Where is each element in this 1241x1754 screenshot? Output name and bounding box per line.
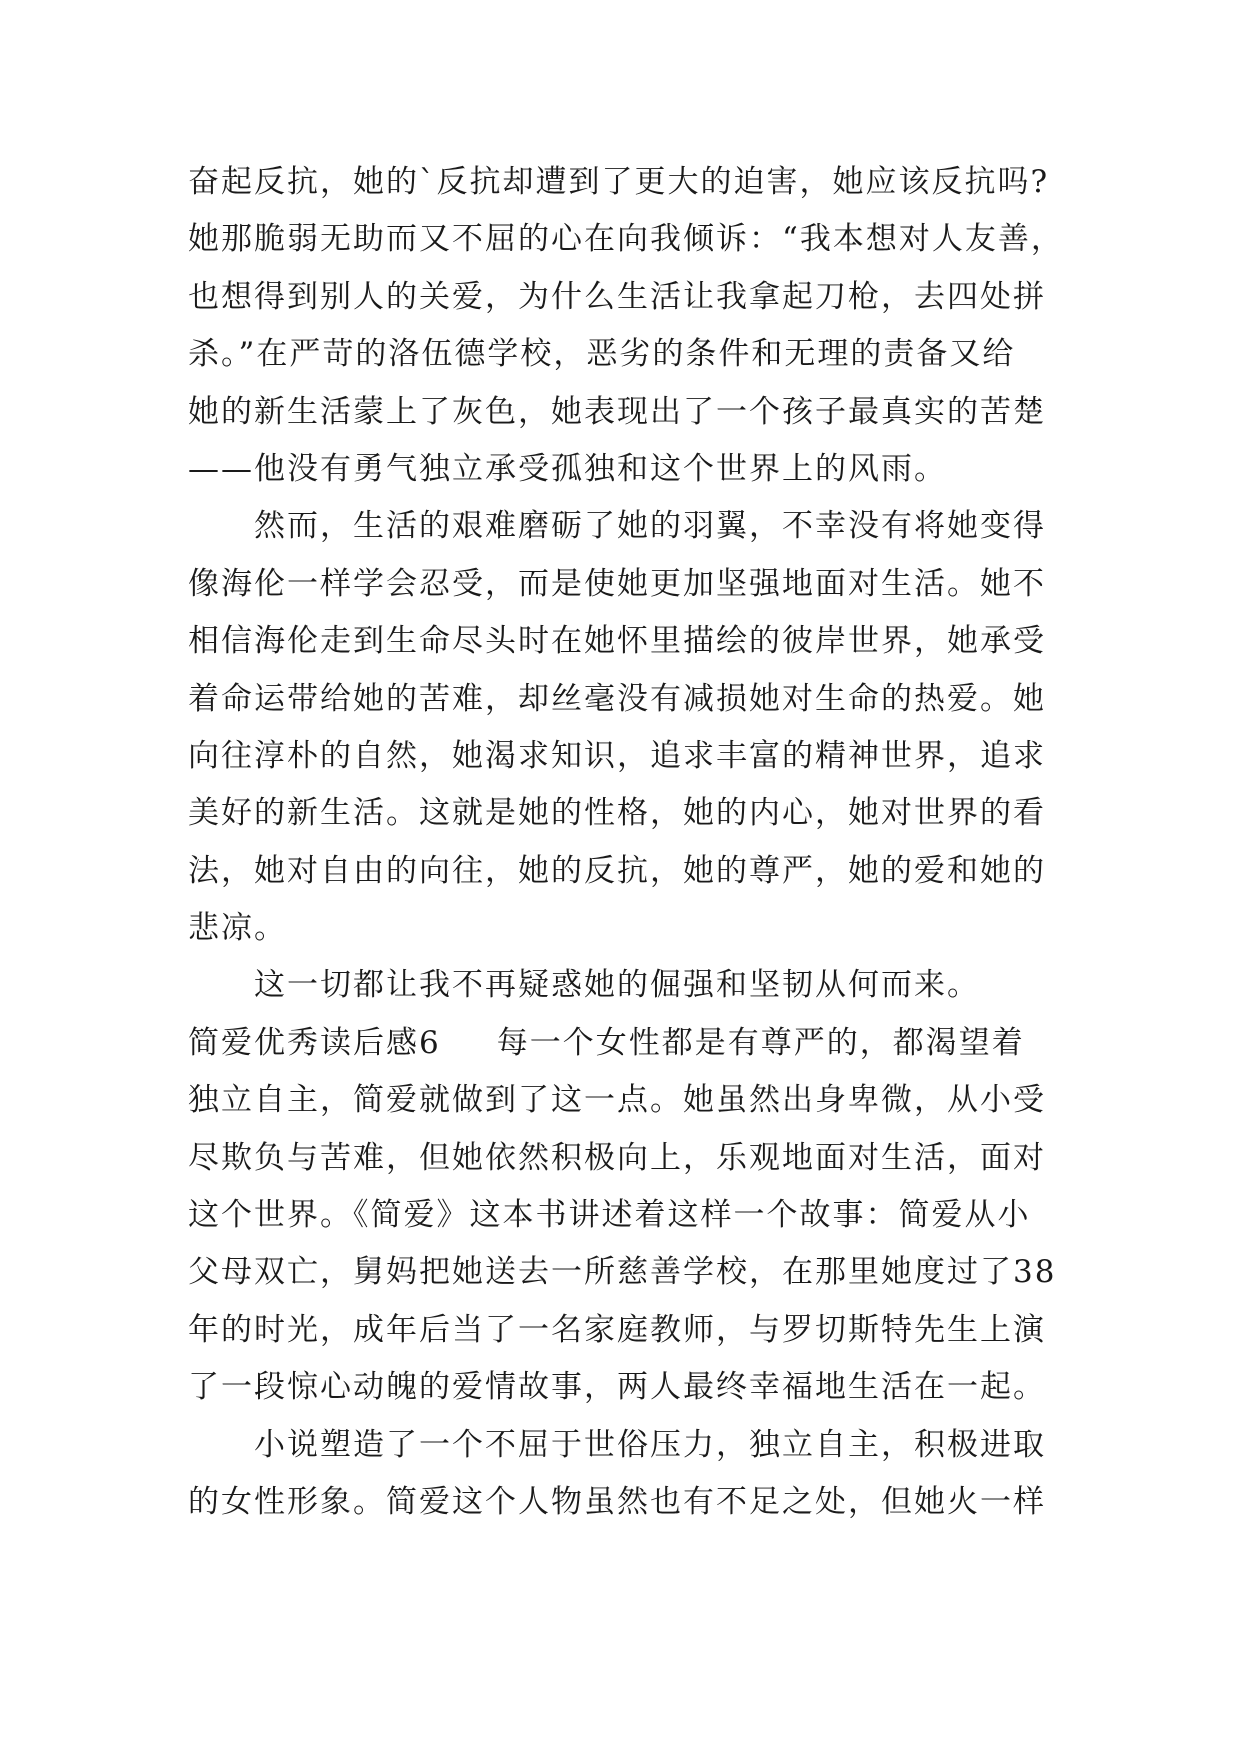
paragraph-start-line: 然而，生活的艰难磨砺了她的羽翼，不幸没有将她变得 bbox=[254, 508, 1046, 545]
text-line: 着命运带给她的苦难，却丝毫没有减损她对生命的热爱。她 bbox=[188, 680, 1046, 717]
text-line: 向往淳朴的自然，她渴求知识，追求丰富的精神世界，追求 bbox=[188, 737, 1046, 774]
text-line: 美好的新生活。这就是她的性格，她的内心，她对世界的看 bbox=[188, 795, 1046, 832]
text-line: 奋起反抗，她的`反抗却遭到了更大的迫害，她应该反抗吗? bbox=[188, 164, 1050, 200]
text-line: 父母双亡，舅妈把她送去一所慈善学校，在那里她度过了38 bbox=[188, 1254, 1057, 1291]
text-line: 这个世界。《简爱》这本书讲述着这样一个故事：简爱从小 bbox=[188, 1197, 1031, 1234]
paragraph-start-line: 这一切都让我不再疑惑她的倔强和坚韧从何而来。 bbox=[254, 967, 980, 1004]
text-line: 独立自主，简爱就做到了这一点。她虽然出身卑微，从小受 bbox=[188, 1082, 1046, 1119]
heading-line bbox=[188, 1015, 1068, 1072]
text-line: 也想得到别人的关爱，为什么生活让我拿起刀枪，去四处拼 bbox=[188, 278, 1046, 315]
text-line: 的女性形象。简爱这个人物虽然也有不足之处，但她火一样 bbox=[188, 1483, 1046, 1520]
heading-line-text: 每一个女性都是有尊严的，都渴望着 bbox=[496, 1024, 1025, 1061]
text-line: 悲凉。 bbox=[188, 910, 287, 947]
text-line: 杀。”在严苛的洛伍德学校，恶劣的条件和无理的责备又给 bbox=[188, 336, 1016, 373]
text-line: 她的新生活蒙上了灰色，她表现出了一个孩子最真实的苦楚 bbox=[188, 393, 1046, 430]
text-line: ——他没有勇气独立承受孤独和这个世界上的风雨。 bbox=[188, 450, 947, 487]
text-line: 像海伦一样学会忍受，而是使她更加坚强地面对生活。她不 bbox=[188, 565, 1046, 602]
text-line: 她那脆弱无助而又不屈的心在向我倾诉：“我本想对人友善， bbox=[188, 221, 1064, 258]
document-body bbox=[188, 154, 1068, 1531]
text-line: 法，她对自由的向往，她的反抗，她的尊严，她的爱和她的 bbox=[188, 852, 1046, 889]
text-line: 年的时光，成年后当了一名家庭教师，与罗切斯特先生上演 bbox=[188, 1311, 1046, 1348]
text-line: 尽欺负与苦难，但她依然积极向上，乐观地面对生活，面对 bbox=[188, 1139, 1046, 1176]
text-line: 了一段惊心动魄的爱情故事，两人最终幸福地生活在一起。 bbox=[188, 1369, 1046, 1406]
paragraph-start-line: 小说塑造了一个不屈于世俗压力，独立自主，积极进取 bbox=[254, 1426, 1046, 1463]
text-line: 相信海伦走到生命尽头时在她怀里描绘的彼岸世界，她承受 bbox=[188, 623, 1046, 660]
section-heading: 简爱优秀读后感6 bbox=[188, 1024, 441, 1061]
